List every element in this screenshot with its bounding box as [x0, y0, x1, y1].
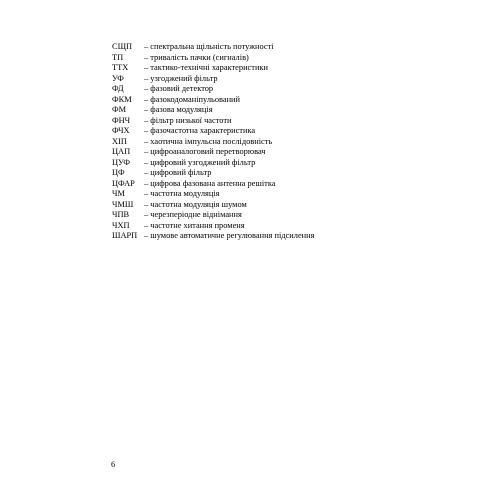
abbreviation-term: ЧМШ — [112, 199, 134, 209]
abbreviation-row — [112, 179, 372, 190]
abbreviation-row — [112, 116, 372, 127]
abbreviation-definition: – фазова модуляція — [144, 105, 213, 114]
abbreviation-term: ЦФАР — [112, 178, 135, 188]
abbreviation-row — [112, 210, 372, 221]
abbreviation-term: ЧХП — [112, 220, 130, 230]
abbreviation-definition: – спектральна щільність потужності — [144, 42, 274, 51]
abbreviation-row — [112, 147, 372, 158]
abbreviation-row — [112, 200, 372, 211]
abbreviation-definition: – тривалість пачки (сигналів) — [144, 52, 249, 62]
abbreviation-term: ЦУФ — [112, 157, 130, 167]
abbreviation-row — [112, 231, 372, 242]
abbreviation-definition: – фазочастотна характеристика — [144, 126, 256, 135]
abbreviation-row — [112, 105, 372, 116]
abbreviation-row — [112, 158, 372, 169]
abbreviation-definition: – фазокодоманіпульований — [144, 94, 241, 104]
abbreviation-term: ШАРП — [112, 231, 138, 240]
abbreviation-definition: – частотна модуляція — [144, 189, 220, 198]
abbreviation-term: ФМ — [112, 105, 127, 114]
abbreviation-term: ФД — [112, 84, 124, 93]
abbreviation-row — [112, 221, 372, 232]
abbreviation-term: ЧМ — [112, 189, 125, 198]
abbreviation-term: ФЧХ — [112, 126, 130, 135]
abbreviation-term: ФКМ — [112, 94, 132, 104]
abbreviation-list — [112, 42, 372, 242]
abbreviation-row — [112, 168, 372, 179]
abbreviation-term: УФ — [112, 73, 124, 83]
abbreviation-definition: – хаотична імпульсна послідовність — [144, 136, 273, 146]
abbreviation-definition: – цифрова фазована антенна решітка — [144, 178, 276, 188]
abbreviation-definition: – фільтр низької частоти — [144, 115, 232, 125]
abbreviation-row — [112, 126, 372, 137]
abbreviation-definition: – тактико-технічні характеристики — [144, 63, 268, 72]
abbreviation-term: ЦАП — [112, 147, 131, 156]
abbreviation-row — [112, 53, 372, 64]
abbreviation-term: ФНЧ — [112, 115, 131, 125]
abbreviation-definition: – фазовий детектор — [144, 84, 214, 93]
abbreviation-term: ТП — [112, 52, 124, 62]
abbreviation-definition: – шумове автоматичне регулювання підсилення — [144, 231, 315, 240]
abbreviation-row — [112, 42, 372, 53]
abbreviation-definition: – цифровий фільтр — [144, 168, 212, 177]
abbreviation-definition: – черезперіодне віднімання — [144, 210, 242, 219]
abbreviation-definition: – частотне хитання променя — [144, 220, 245, 230]
abbreviation-definition: – цифровий узгоджений фільтр — [144, 157, 256, 167]
abbreviation-row — [112, 74, 372, 85]
abbreviation-term: ЦФ — [112, 168, 125, 177]
abbreviation-term: ТТХ — [112, 63, 129, 72]
abbreviation-row — [112, 63, 372, 74]
abbreviation-term: ХІП — [112, 136, 127, 146]
abbreviation-row — [112, 95, 372, 106]
abbreviation-row — [112, 137, 372, 148]
abbreviation-definition: – узгоджений фільтр — [144, 73, 218, 83]
abbreviation-row — [112, 189, 372, 200]
abbreviation-term: ЧПВ — [112, 210, 130, 219]
abbreviation-row — [112, 84, 372, 95]
abbreviation-definition: – частотна модуляція шумом — [144, 199, 247, 209]
abbreviation-definition: – цифроаналоговий перетворювач — [144, 147, 266, 156]
page-number: 6 — [111, 460, 116, 469]
abbreviation-term: СЩП — [112, 42, 133, 51]
